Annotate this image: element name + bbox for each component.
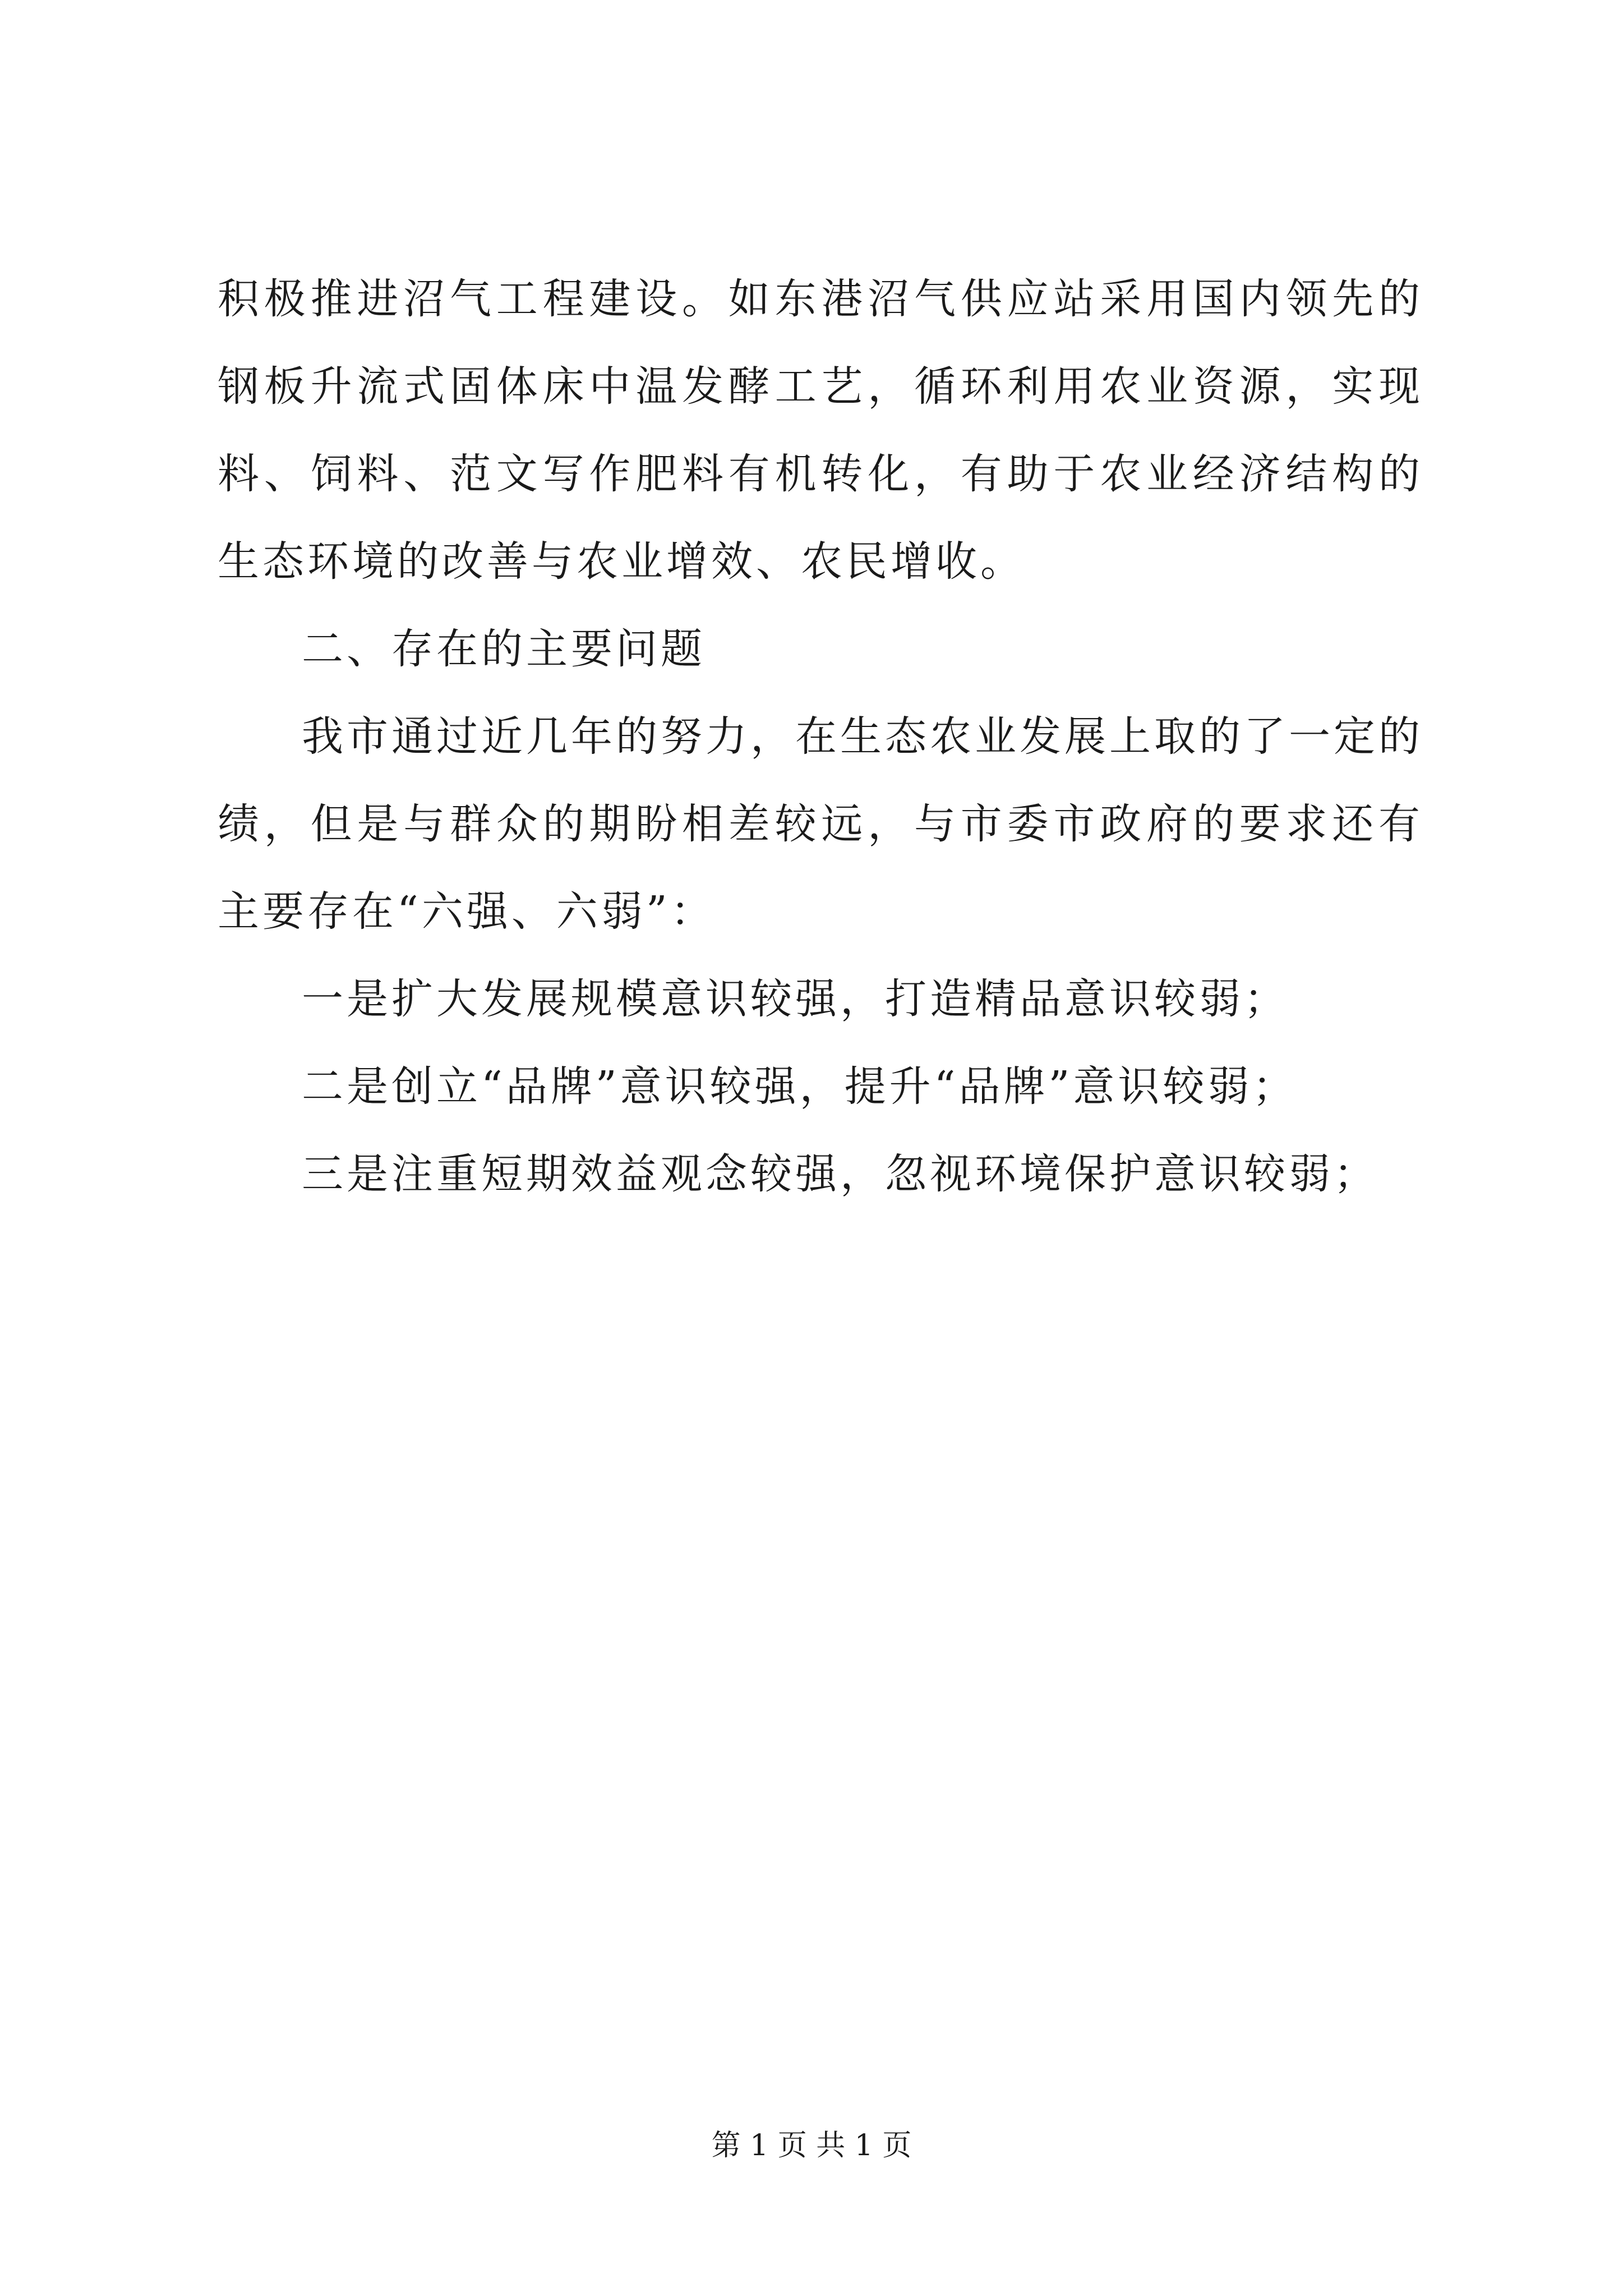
section-heading: 二、存在的主要问题 bbox=[302, 625, 706, 673]
paragraph-line: 主要存在“六强、六弱”： bbox=[218, 887, 716, 936]
paragraph-line: 料、饲料、范文写作肥料有机转化，有助于农业经济结构的 bbox=[218, 450, 1423, 498]
paragraph-line: 积极推进沼气工程建设。如东港沼气供应站采用国内领先的 bbox=[218, 275, 1423, 323]
paragraph-line: 生态环境的改善与农业增效、农民增收。 bbox=[218, 537, 1025, 586]
paragraph-line: 钢板升流式固体床中温发酵工艺，循环利用农业资源，实现 bbox=[218, 362, 1423, 411]
paragraph-line: 我市通过近几年的努力，在生态农业发展上取的了一定的 bbox=[302, 712, 1423, 761]
document-body bbox=[218, 255, 1423, 1218]
list-item: 二是创立“品牌”意识较强，提升“品牌”意识较弱； bbox=[302, 1062, 1298, 1111]
list-item: 一是扩大发展规模意识较强，打造精品意识较弱； bbox=[302, 975, 1289, 1023]
list-item: 三是注重短期效益观念较强，忽视环境保护意识较弱； bbox=[302, 1150, 1378, 1198]
page-number-label: 第 1 页 共 1 页 bbox=[711, 2129, 912, 2162]
paragraph-line: 绩，但是与群众的期盼相差较远，与市委市政府的要求还有 bbox=[218, 800, 1423, 848]
page-footer bbox=[0, 2126, 1623, 2165]
